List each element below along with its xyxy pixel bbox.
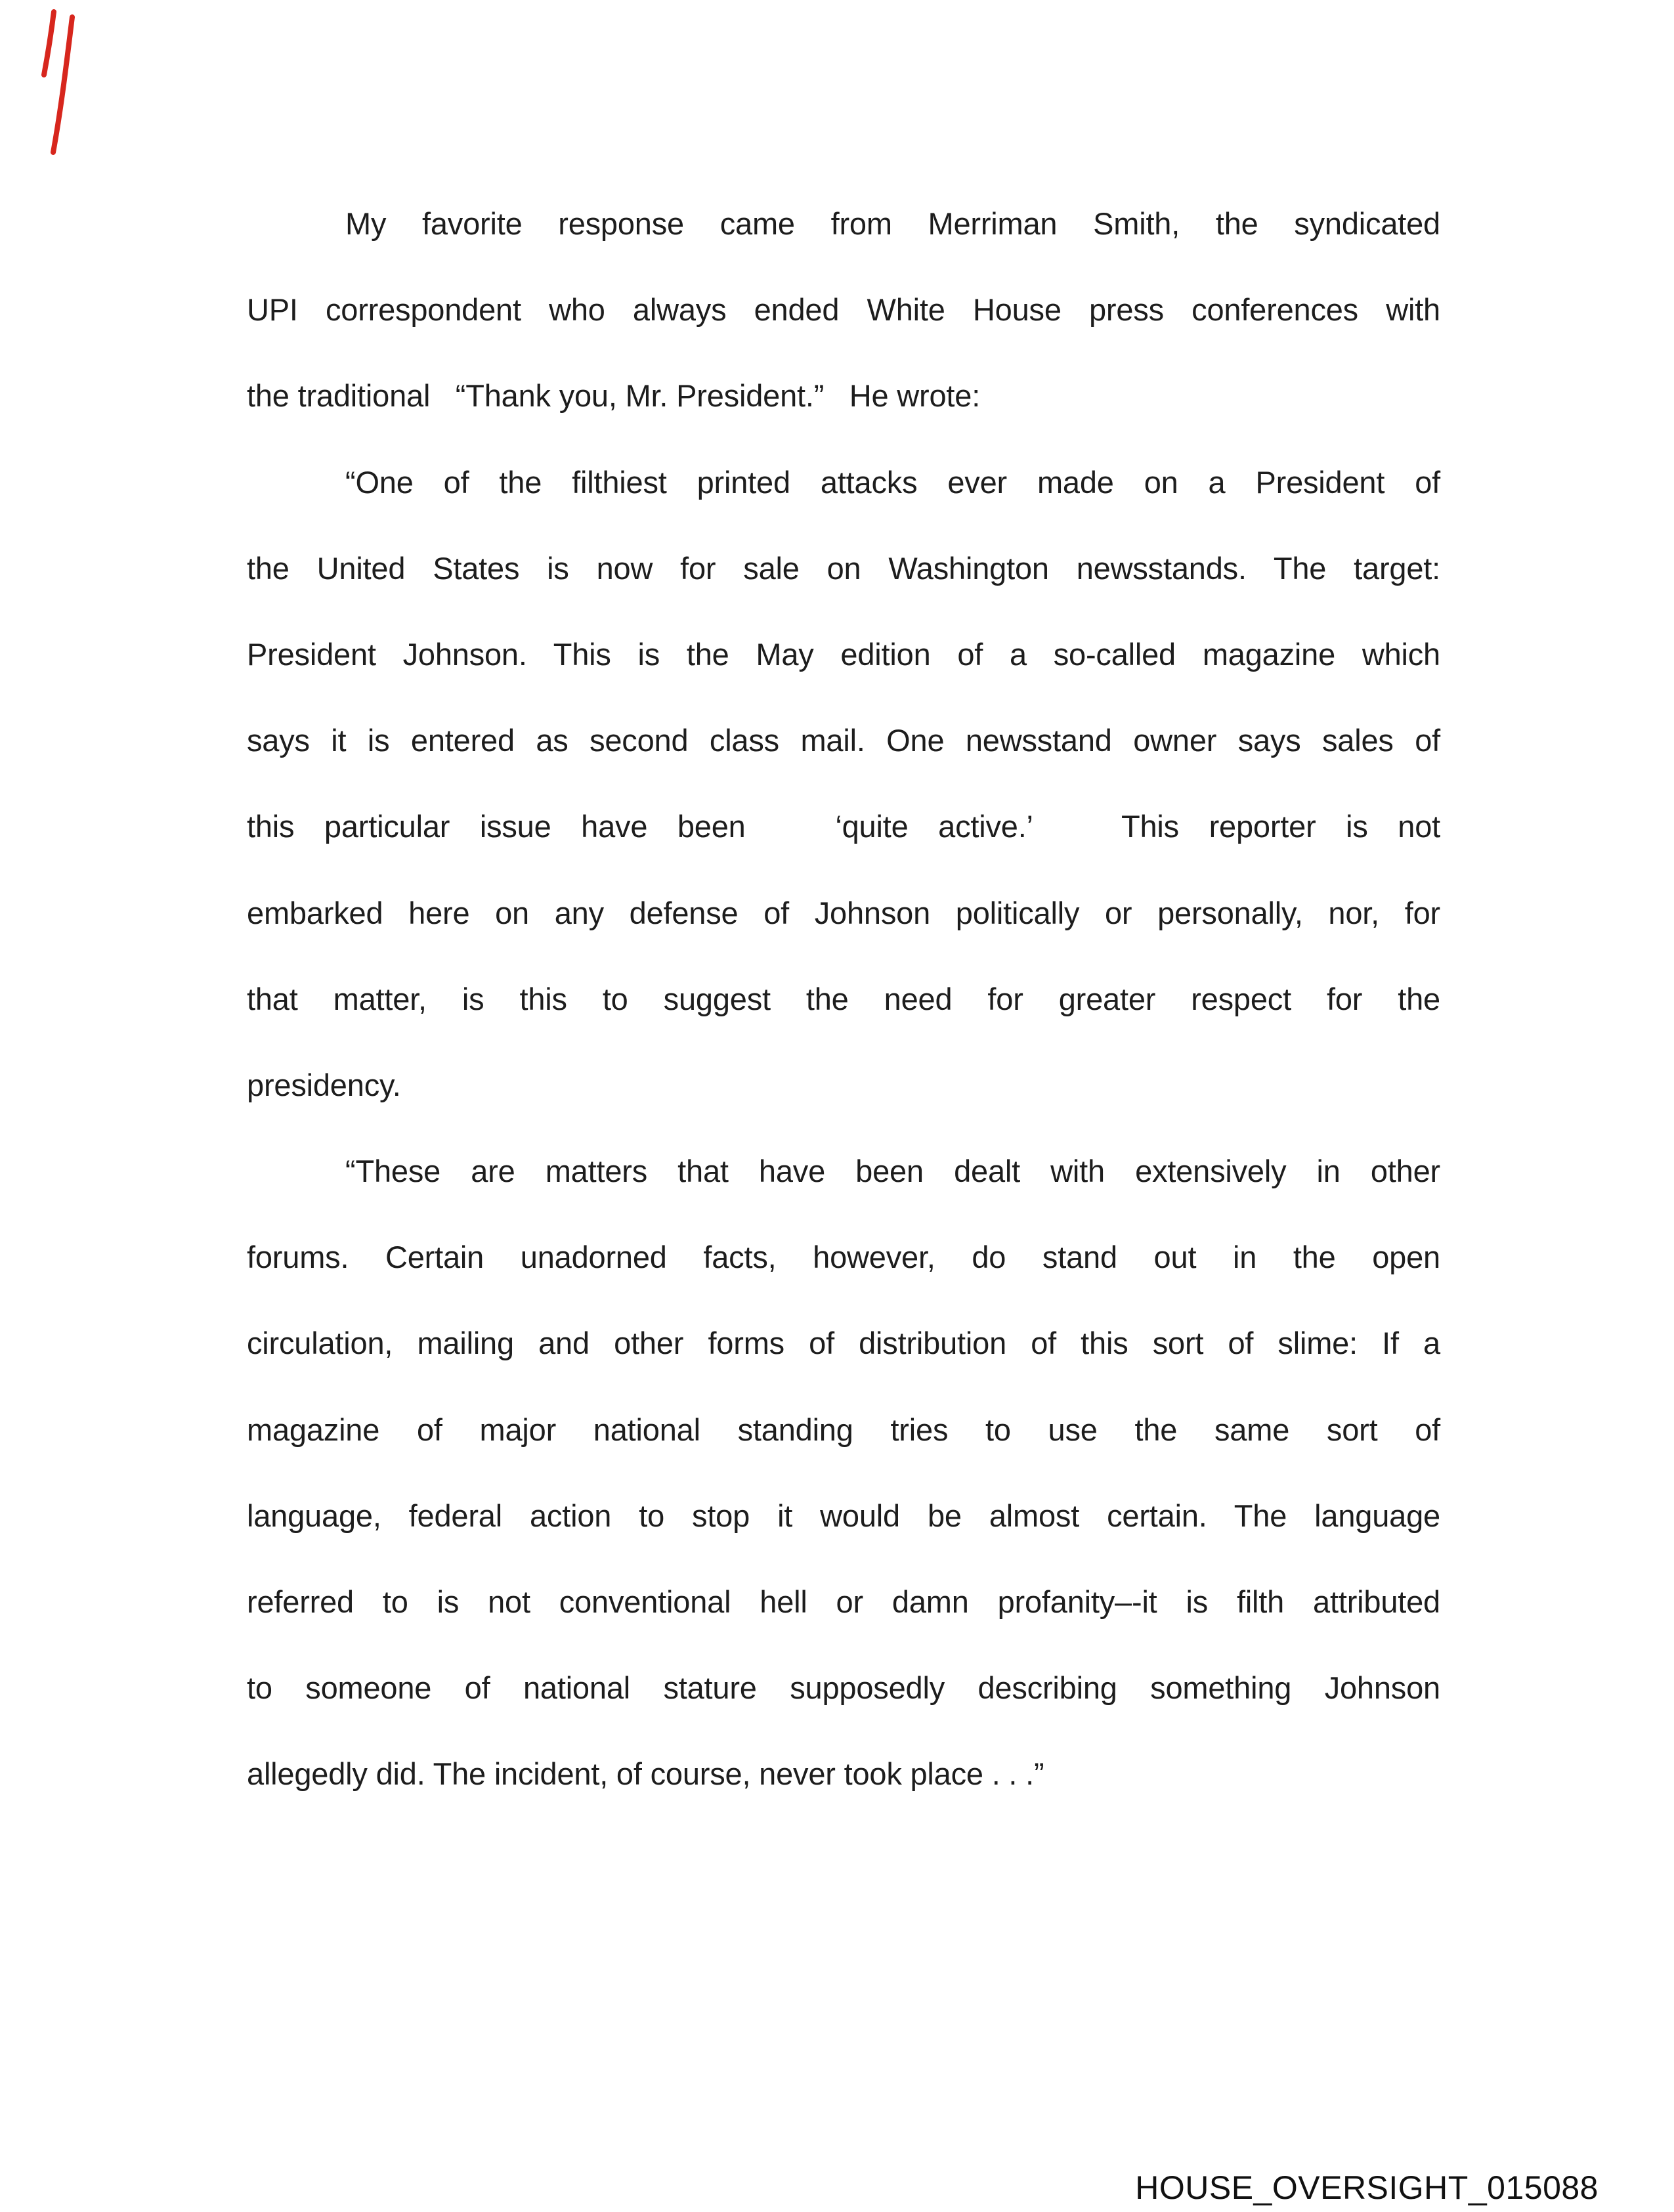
text-line: My favorite response came from Merriman Smith, the syndicated [345,206,1440,241]
text-line: magazine of major national standing tries to use the same sort of [247,1412,1440,1447]
text-line: to someone of national stature supposedly describing something Johnson [247,1670,1440,1706]
text-line: presidency. [247,1067,401,1102]
red-pen-marks [34,7,80,158]
red-pen-stroke [44,12,54,75]
text-line: President Johnson. This is the May edition of a so-called magazine which [247,636,1440,672]
text-block [247,181,1440,1817]
text-line: the traditional “Thank you, Mr. President.” He wrote: [247,378,981,414]
bates-number: HOUSE_OVERSIGHT_015088 [1135,2169,1599,2206]
text-line: says it is entered as second class mail. One newsstand owner says sales of [247,723,1440,758]
red-pen-stroke [53,17,72,152]
text-line: allegedly did. The incident, of course, never took place . . .” [247,1756,1044,1792]
text-line: circulation, mailing and other forms of distribution of this sort of slime: If a [247,1326,1440,1361]
text-line: this particular issue have been ‘quite active.’ This reporter is not [247,809,1440,844]
text-line: language, federal action to stop it would be almost certain. The language [247,1498,1440,1533]
text-line: forums. Certain unadorned facts, however, do stand out in the open [247,1240,1440,1275]
text-line: embarked here on any defense of Johnson politically or personally, nor, for [247,895,1440,930]
paragraph [247,181,1440,439]
text-line: “These are matters that have been dealt with extensively in other [345,1154,1440,1189]
text-line: the United States is now for sale on Washington newsstands. The target: [247,550,1440,586]
paragraph [247,1128,1440,1817]
text-line: “One of the filthiest printed attacks ever made on a President of [345,464,1440,500]
text-line: UPI correspondent who always ended White House press conferences with [247,292,1440,328]
text-line: referred to is not conventional hell or damn profanity–-it is filth attributed [247,1584,1440,1619]
text-line: that matter, is this to suggest the need for greater respect for the [247,981,1440,1016]
paragraph [247,439,1440,1129]
